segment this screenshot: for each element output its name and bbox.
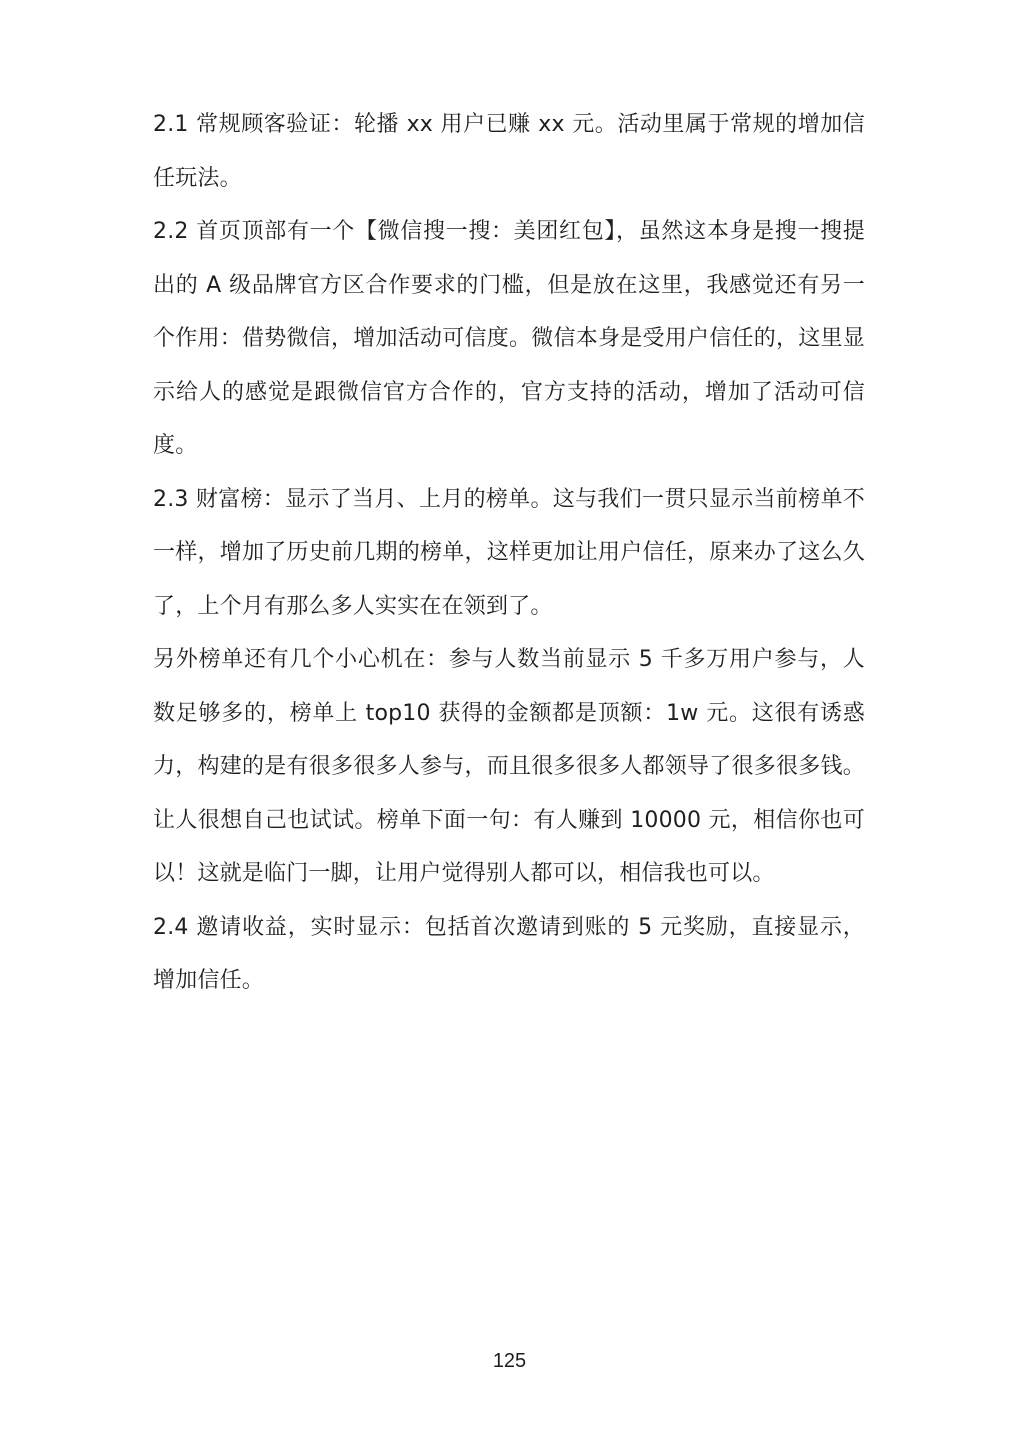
paragraph-2-4: 2.4 邀请收益，实时显示：包括首次邀请到账的 5 元奖励，直接显示，增加信任。 xyxy=(153,914,865,993)
page-number: 125 xyxy=(492,1350,527,1372)
body-text xyxy=(153,98,865,1008)
paragraph-2-2: 2.2 首页顶部有一个【微信搜一搜：美团红包】，虽然这本身是搜一搜提出的 A 级品牌官方区合作要求的门槛，但是放在这里，我感觉还有另一个作用：借势微信，增加活动可信度。微信本身是受用户信任的，这里显示给人的感觉是跟微信官方合作的，官方支持的活动，增加了活动可信度。 xyxy=(153,219,865,458)
paragraph-2-3: 2.3 财富榜：显示了当月、上月的榜单。这与我们一贯只显示当前榜单不一样，增加了历史前几期的榜单，这样更加让用户信任，原来办了这么久了，上个月有那么多人实实在在领到了。 xyxy=(153,486,865,619)
paragraph-2-1: 2.1 常规顾客验证：轮播 xx 用户已赚 xx 元。活动里属于常规的增加信任玩法。 xyxy=(153,112,865,191)
paragraph-leaderboard-details: 另外榜单还有几个小心机在：参与人数当前显示 5 千多万用户参与，人数足够多的，榜单上 top10 获得的金额都是顶额：1w 元。这很有诱惑力，构建的是有很多很多人参与，而且很多很多人都领导了很多很多钱。让人很想自己也试试。榜单下面一句：有人赚到 10000 元，相信你也可以！这就是临门一脚，让用户觉得别人都可以，相信我也可以。 xyxy=(153,647,865,886)
